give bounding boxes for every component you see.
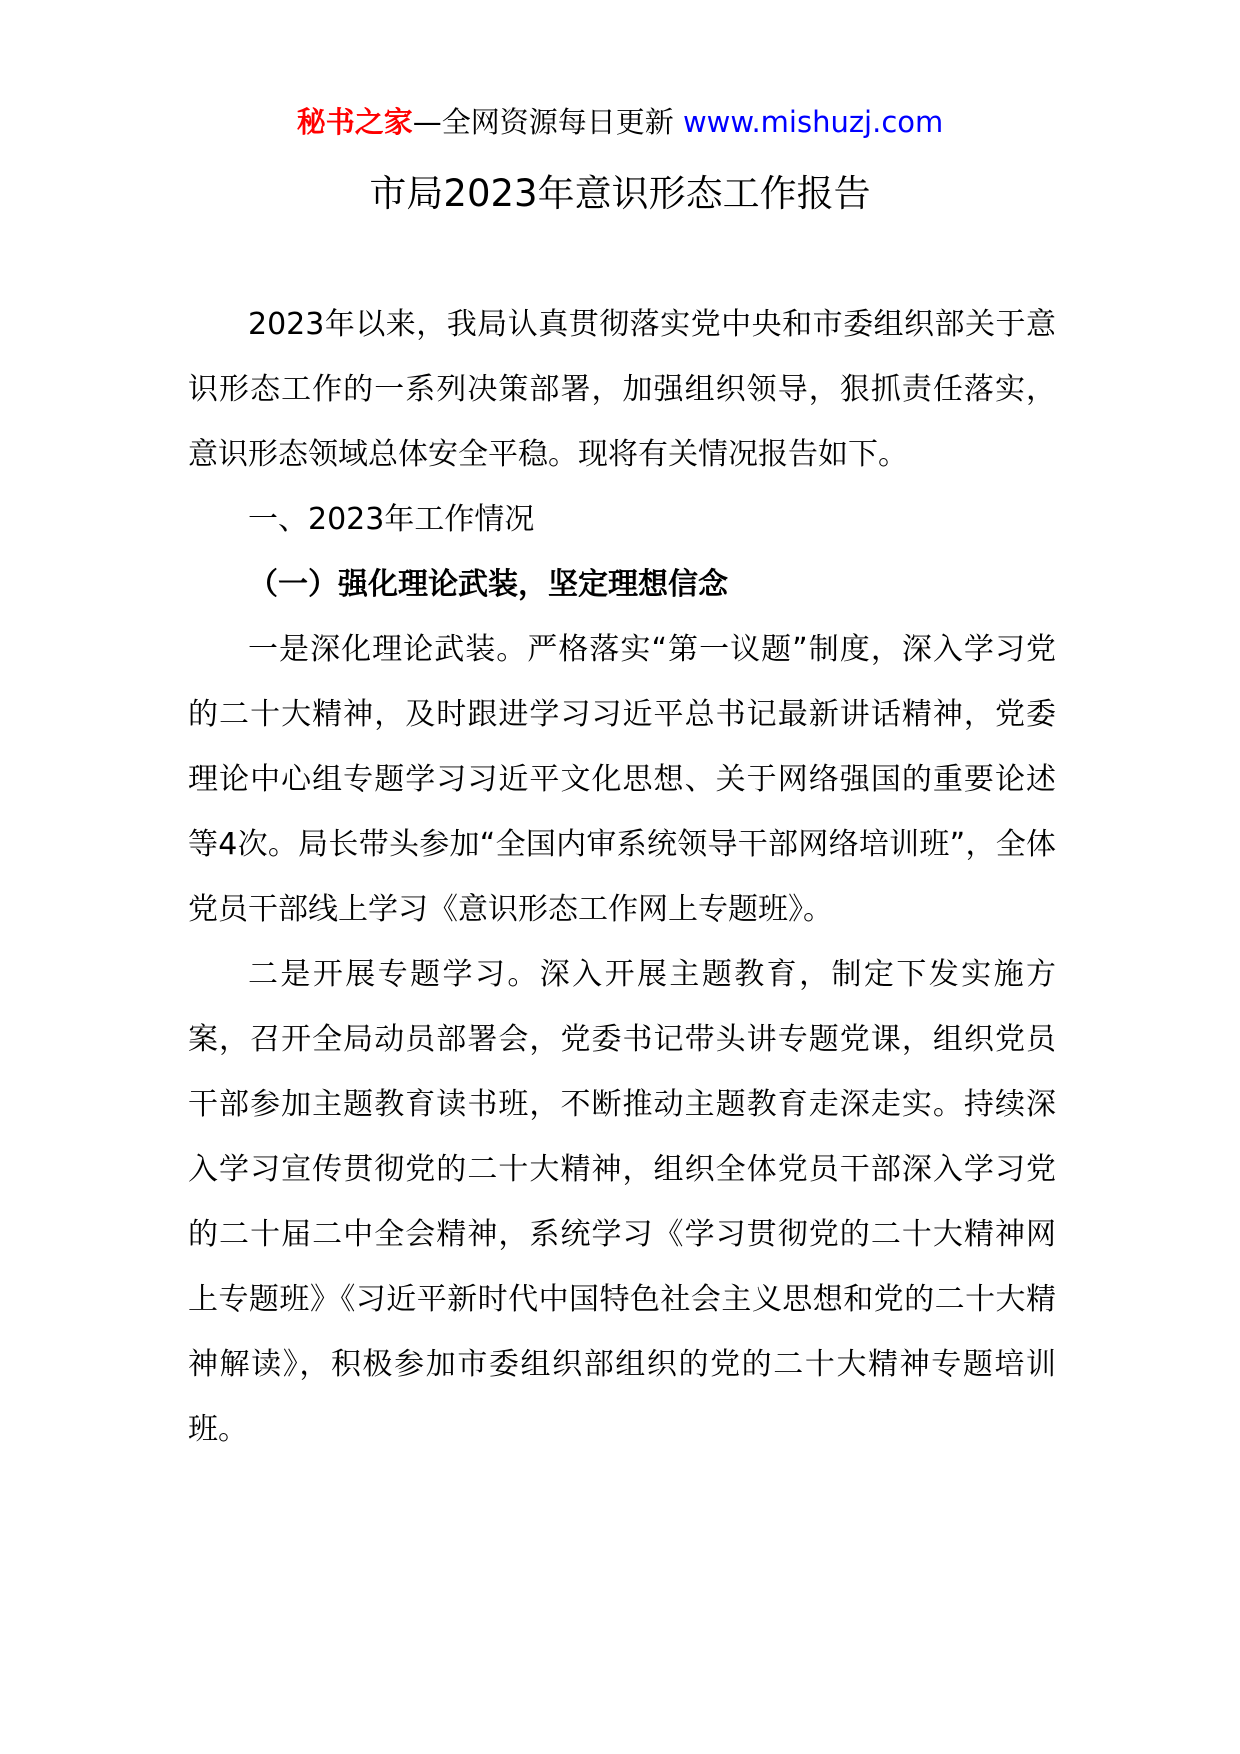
document-body <box>188 292 1056 1462</box>
subsection-heading: （一）强化理论武装，坚定理想信念 <box>248 567 728 602</box>
section-heading: 一、2023年工作情况 <box>248 502 535 537</box>
brand-name: 秘书之家 <box>296 105 413 139</box>
header-tagline: —全网资源每日更新 <box>412 105 683 139</box>
document-title: 市局2023年意识形态工作报告 <box>369 172 871 215</box>
intro-paragraph: 2023年以来，我局认真贯彻落实党中央和市委组织部关于意识形态工作的一系列决策部署，加强组织领导，狠抓责任落实，意识形态领域总体安全平稳。现将有关情况报告如下。 <box>188 307 1056 472</box>
site-header <box>0 100 1240 144</box>
body-paragraph: 一是深化理论武装。严格落实“第一议题”制度，深入学习党的二十大精神，及时跟进学习习近平总书记最新讲话精神，党委理论中心组专题学习习近平文化思想、关于网络强国的重要论述等4次。局长带头参加“全国内审系统领导干部网络培训班”，全体党员干部线上学习《意识形态工作网上专题班》。 <box>188 632 1056 927</box>
site-url-link[interactable]: www.mishuzj.com <box>682 105 944 139</box>
body-paragraph: 二是开展专题学习。深入开展主题教育，制定下发实施方案，召开全局动员部署会，党委书记带头讲专题党课，组织党员干部参加主题教育读书班，不断推动主题教育走深走实。持续深入学习宣传贯彻党的二十大精神，组织全体党员干部深入学习党的二十届二中全会精神，系统学习《学习贯彻党的二十大精神网上专题班》《习近平新时代中国特色社会主义思想和党的二十大精神解读》，积极参加市委组织部组织的党的二十大精神专题培训班。 <box>188 957 1056 1447</box>
